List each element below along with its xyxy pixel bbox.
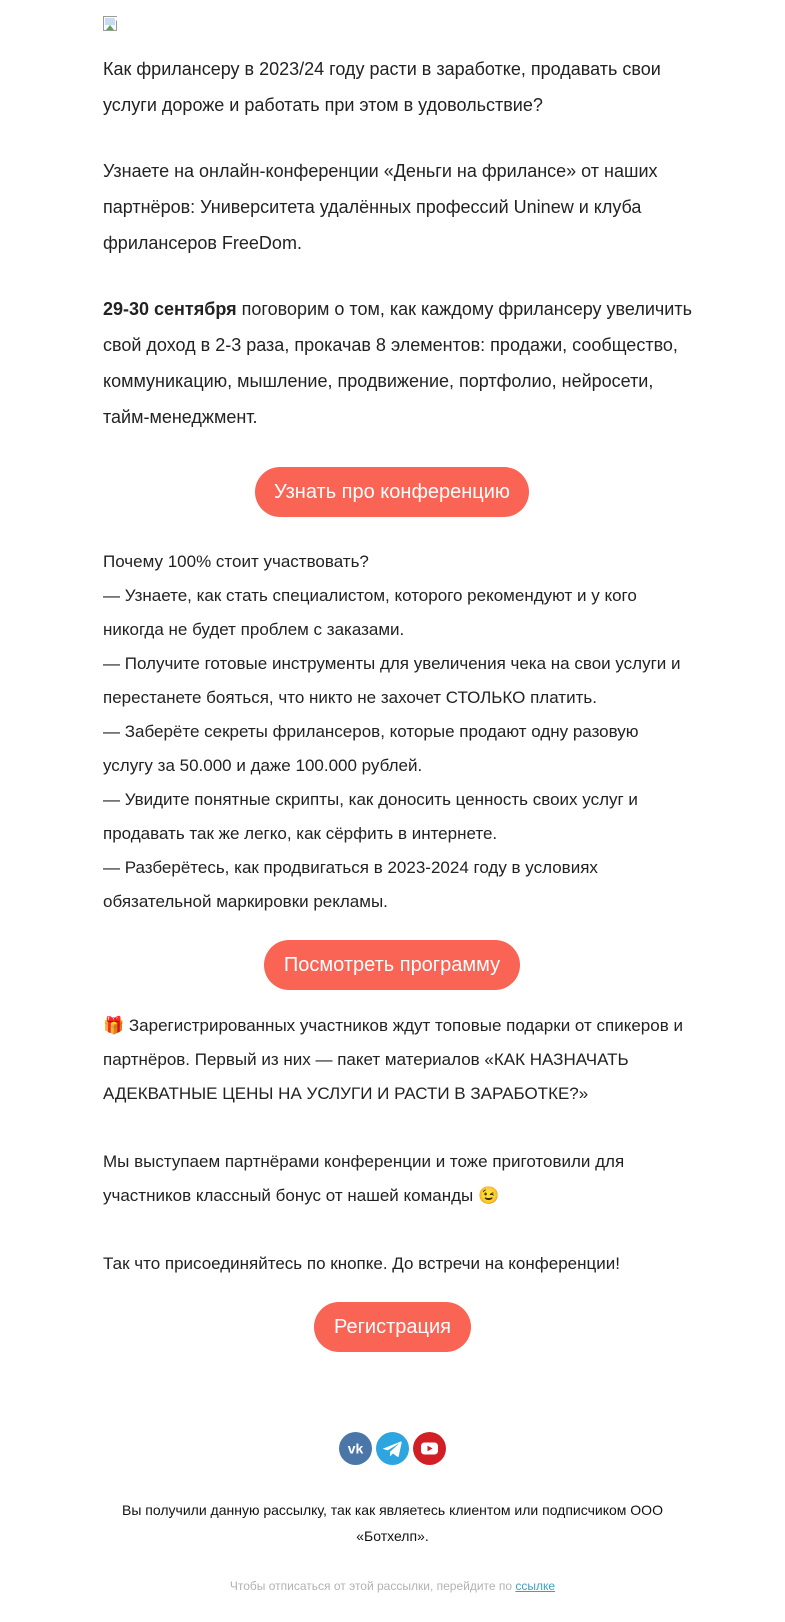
svg-text:vk: vk — [347, 1440, 364, 1457]
dates-bold: 29-30 сентября — [103, 299, 237, 319]
why-item: — Заберёте секреты фрилансеров, которые продают одну разовую услугу за 50.000 и даже 100.000 рублей. — [103, 722, 639, 775]
unsubscribe-line — [0, 1578, 785, 1594]
unsubscribe-text: Чтобы отписаться от этой рассылки, перейдите по — [229, 1579, 516, 1593]
header-image-broken — [103, 16, 119, 32]
unsubscribe-link[interactable]: ссылке — [515, 1579, 556, 1593]
join-paragraph: Так что присоединяйтесь по кнопке. До встречи на конференции! — [103, 1254, 620, 1273]
dates-text: поговорим о том, как каждому фрилансеру увеличить свой доход в 2-3 раза, прокачав 8 элементов: продажи, сообщество, коммуникацию, мышление, продвижение, портфолио, нейросети, тайм-менеджмент. — [103, 299, 692, 427]
why-item: — Узнаете, как стать специалистом, которого рекомендуют и у кого никогда не будет проблем с заказами. — [103, 586, 637, 639]
intro-dates — [103, 291, 693, 435]
why-heading: Почему 100% стоит участвовать? — [103, 552, 369, 571]
why-item: — Разберётесь, как продвигаться в 2023-2024 году в условиях обязательной маркировки рекламы. — [103, 858, 598, 911]
gifts-paragraph — [103, 1009, 693, 1111]
intro-question: Как фрилансеру в 2023/24 году расти в заработке, продавать свои услуги дороже и работать при этом в удовольствие? — [103, 59, 661, 115]
learn-conference-button[interactable]: Узнать про конференцию — [255, 467, 529, 517]
register-button[interactable]: Регистрация — [314, 1302, 471, 1352]
wink-icon: 😉 — [477, 1186, 500, 1205]
telegram-icon[interactable] — [376, 1432, 409, 1465]
vk-icon[interactable] — [339, 1432, 372, 1465]
view-program-button[interactable]: Посмотреть программу — [264, 940, 520, 990]
gift-icon: 🎁 — [103, 1016, 125, 1035]
bonus-text: Мы выступаем партнёрами конференции и тоже приготовили для участников классный бонус от нашей команды — [103, 1152, 625, 1205]
why-item: — Увидите понятные скрипты, как доносить ценность своих услуг и продавать так же легко, как сёрфить в интернете. — [103, 790, 638, 843]
social-links — [0, 1432, 785, 1466]
youtube-icon[interactable] — [413, 1432, 446, 1465]
bonus-paragraph — [103, 1145, 693, 1213]
gifts-text: Зарегистрированных участников ждут топовые подарки от спикеров и партнёров. Первый из них — пакет материалов «КАК НАЗНАЧАТЬ АДЕКВАТНЫЕ ЦЕНЫ НА УСЛУГИ И РАСТИ В ЗАРАБОТКЕ?» — [103, 1016, 683, 1103]
why-item: — Получите готовые инструменты для увеличения чека на свои услуги и перестанете бояться, что никто не захочет СТОЛЬКО платить. — [103, 654, 681, 707]
intro-partners: Узнаете на онлайн-конференции «Деньги на фрилансе» от наших партнёров: Университета удалённых профессий Uninew и клуба фрилансеров FreeDom. — [103, 161, 658, 253]
footer-note: Вы получили данную рассылку, так как являетесь клиентом или подписчиком ООО «Ботхелп». — [122, 1502, 663, 1544]
